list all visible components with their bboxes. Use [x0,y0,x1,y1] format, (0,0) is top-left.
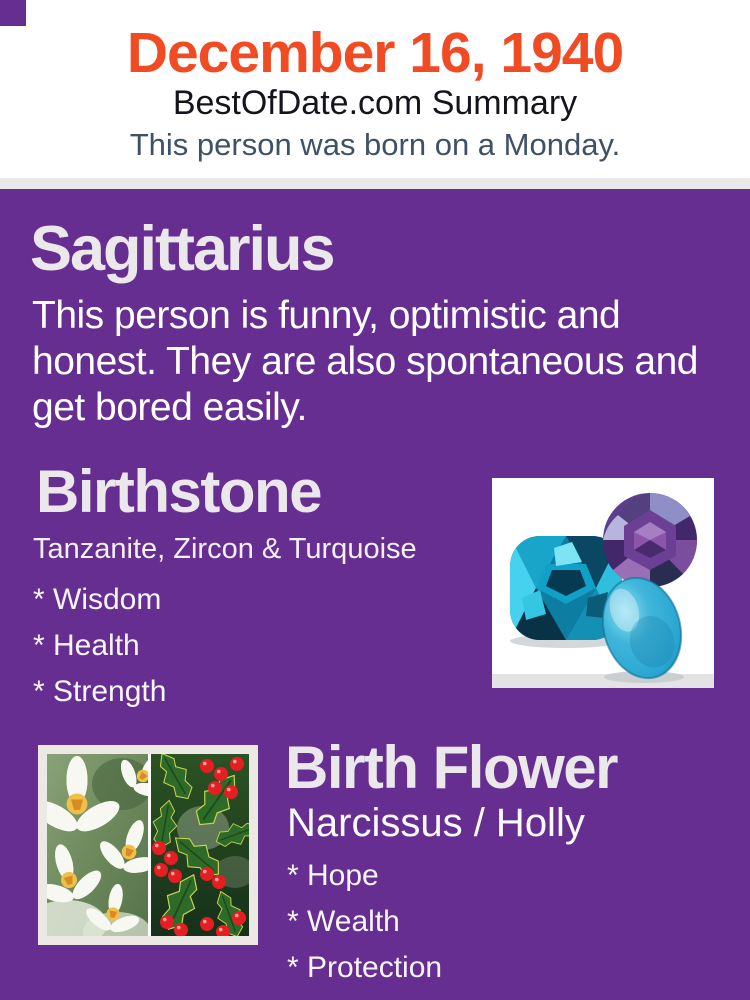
birth-flower-trait: * Wealth [287,905,400,938]
birthstone-stones-line: Tanzanite, Zircon & Turquoise [33,533,417,565]
birthstone-trait-list [33,577,166,715]
holly-photo [151,754,249,936]
tanzanite-gem [603,493,697,587]
narcissus-photo [47,754,148,936]
gemstones-photo [492,478,714,688]
born-day-line: This person was born on a Monday. [129,127,621,162]
zodiac-title: Sagittarius [30,214,334,284]
birth-flower-trait: * Protection [287,951,443,984]
flowers-photo [38,745,258,945]
date-title: December 16, 1940 [126,21,624,85]
birthstone-trait: * Wisdom [33,583,162,616]
summary-panel [0,189,750,1000]
divider-bar [0,178,750,189]
birth-flower-title: Birth Flower [285,734,618,801]
birthstone-trait: * Health [33,629,140,662]
birth-flower-trait: * Hope [287,859,379,892]
site-summary-line: BestOfDate.com Summary [172,84,578,122]
gemstones-illustration [492,478,714,688]
birthstone-trait: * Strength [33,675,167,708]
flower-split-frame [47,754,249,936]
birth-flower-trait-list [287,853,442,991]
zodiac-description: This person is funny, optimistic and honest. They are also spontaneous and get bored easily. [32,294,698,429]
birthstone-title: Birthstone [36,458,321,525]
birth-flower-names-line: Narcissus / Holly [287,801,585,845]
